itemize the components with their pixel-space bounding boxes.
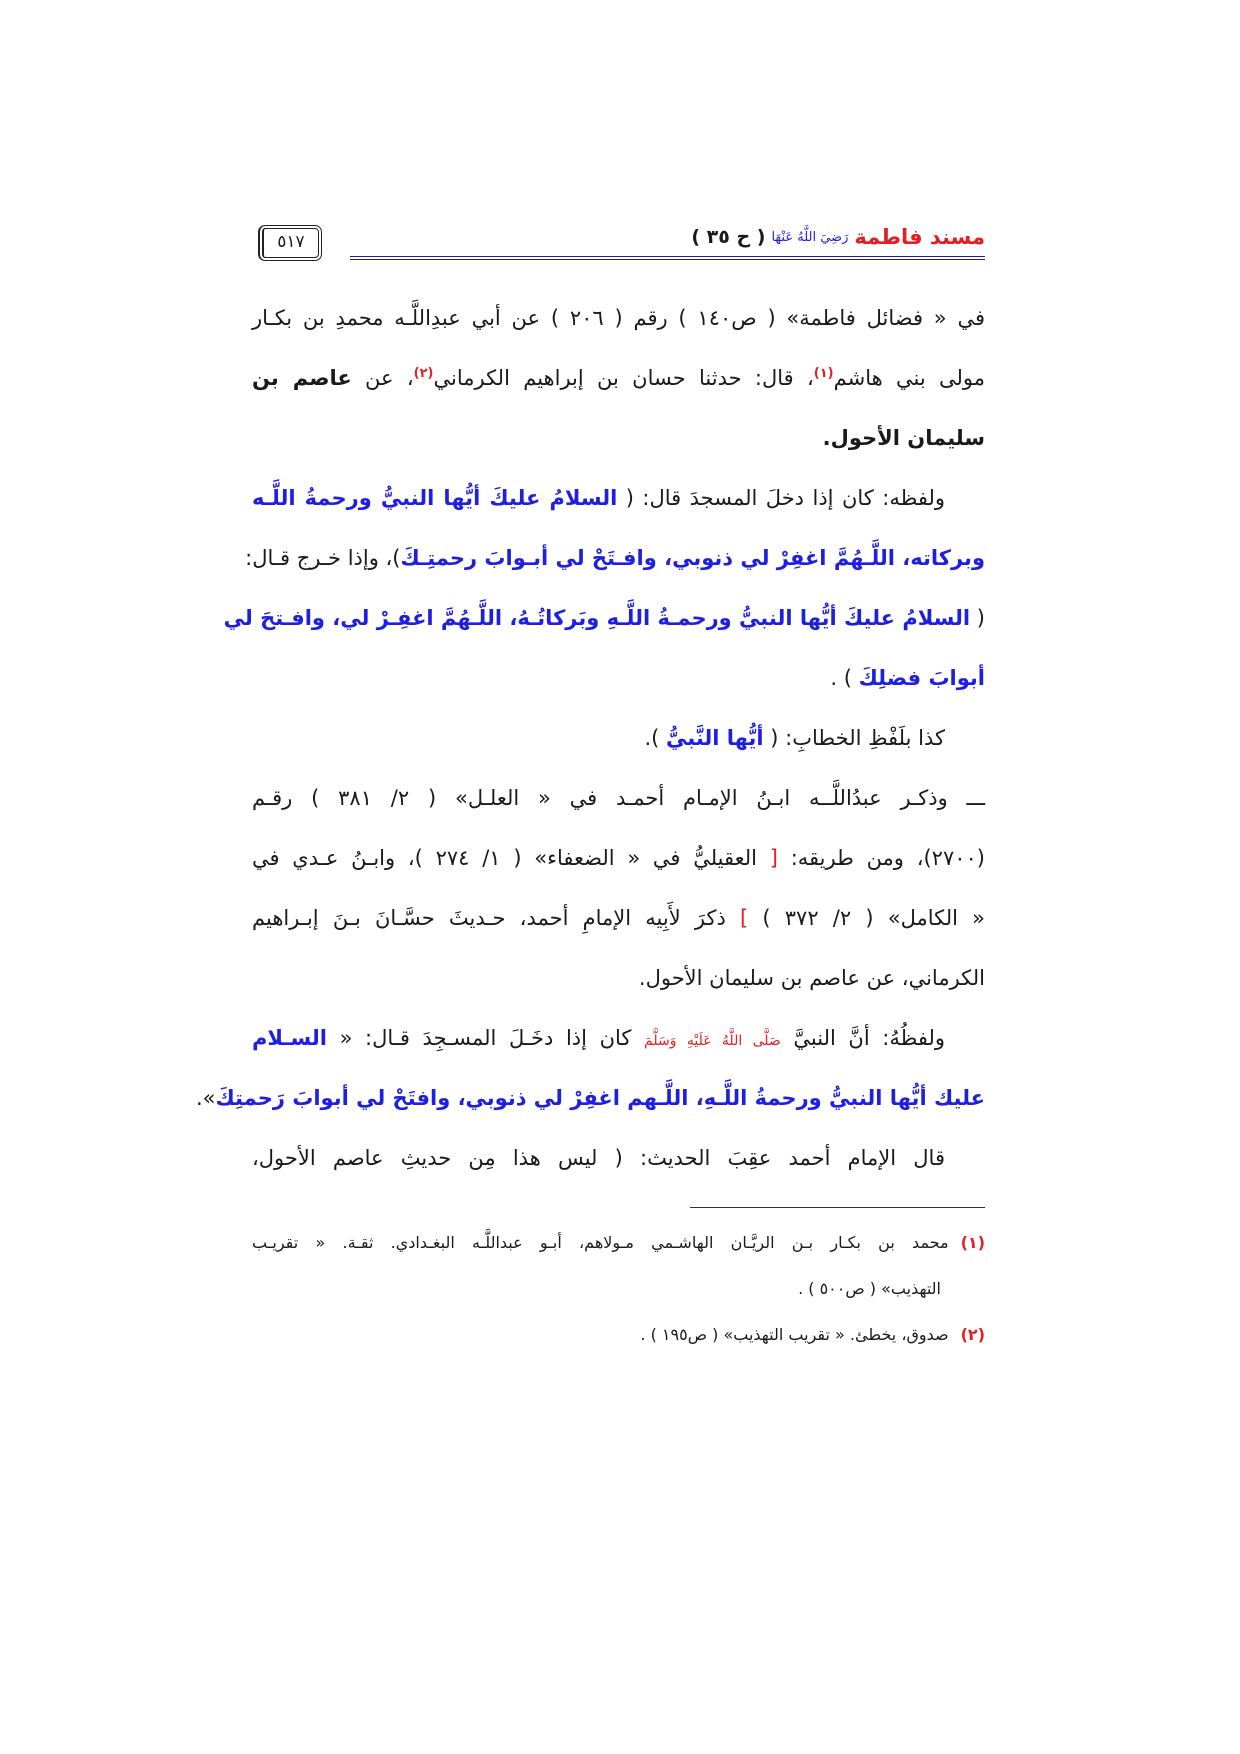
hadith-text: عليك أيُّها النبيُّ ورحمةُ اللَّـهِ، اللَّـهم اغفِرْ لي ذنوبي، وافتَحْ لي أبوابَ رَحمتِكَ <box>215 1086 985 1110</box>
text-line <box>252 348 985 408</box>
text-line <box>252 768 985 828</box>
book-title: مسند فاطمة <box>854 225 985 249</box>
text-run: ، عن <box>351 366 414 390</box>
text-line <box>252 708 985 768</box>
text-run: (٢٧٠٠)، ومن طريقه: <box>777 846 985 870</box>
footnote-line <box>252 1220 985 1266</box>
hadith-text: وبركاته، اللَّـهُمَّ اغفِرْ لي ذنوبي، وافـتَحْ لي أبـوابَ رحمتِـكَ <box>400 546 985 570</box>
text-run: في « فضائل فاطمة» ( ص١٤٠ ) رقم ( ٢٠٦ ) عن أبي عبدِاللَّـه محمدِ بن بكـار <box>252 306 985 330</box>
bracket-mark: ] <box>740 906 749 930</box>
footnote-line <box>252 1312 985 1358</box>
text-line <box>252 408 985 468</box>
text-run: قال الإمام أحمد عقِبَ الحديث: ( ليس هذا مِن حديثِ عاصم الأحول، <box>252 1146 945 1170</box>
footnote-ref-1[interactable]: (١) <box>813 366 834 381</box>
footnote-text: صدوق، يخطئ. « تقريب التهذيب» ( ص١٩٥ ) . <box>640 1325 949 1344</box>
main-text <box>195 288 986 1188</box>
text-line <box>252 648 985 708</box>
running-header <box>350 220 985 260</box>
footnote-number-1: (١) <box>960 1233 985 1252</box>
footnote-text: التهذيب» ( ص٥٠٠ ) . <box>798 1279 941 1298</box>
text-line <box>252 1008 985 1068</box>
bracket-mark: [ <box>769 846 778 870</box>
text-line <box>245 528 985 588</box>
footnote-ref-2[interactable]: (٢) <box>413 366 434 381</box>
hadith-text: أيُّها النَّبيُّ <box>666 726 764 750</box>
text-line <box>252 288 985 348</box>
text-run: )، وإذا خـرج قـال: <box>245 546 401 570</box>
text-run: ) . <box>830 666 859 690</box>
text-run: كذا بلَفْظِ الخطابِ: ( <box>763 726 945 750</box>
footnote-line <box>252 1266 985 1312</box>
honorific-phrase: رَضِيَ اللَّهُ عَنْهَا <box>771 229 849 245</box>
hadith-text: السلامُ عليكَ أيُّها النبيُّ ورحمـةُ اللَّـهِ وبَركاتُـهُ، اللَّـهُمَّ اغفِـرْ لي، وافـتحَ لي <box>223 606 971 630</box>
text-line <box>252 468 985 528</box>
footnote-divider <box>690 1207 985 1208</box>
text-line <box>252 948 985 1008</box>
text-line <box>223 588 985 648</box>
text-line <box>252 1128 985 1188</box>
text-run: ، قال: حدثنا حسان بن إبراهيم الكرماني <box>433 366 814 390</box>
text-run: العقيليُّ في « الضعفاء» ( ١/ ٢٧٤ )، وابـنُ عـدي في <box>252 846 770 870</box>
text-line <box>195 1068 985 1128</box>
text-run: ( <box>970 606 985 630</box>
salutation-phrase: صَلَّى اللَّهُ عَلَيْهِ وَسَلَّمَ <box>644 1033 781 1049</box>
narrator-name: عاصم بن <box>252 366 352 390</box>
text-run: كان إذا دخَـلَ المسـجِدَ قـال: « <box>326 1026 645 1050</box>
text-run: ولفظُهُ: أنَّ النبيَّ <box>780 1026 945 1050</box>
text-run: « الكامل» ( ٢/ ٣٧٢ ) <box>748 906 986 930</box>
text-line <box>252 828 985 888</box>
hadith-text: السـلام <box>252 1026 327 1050</box>
text-run: الكرماني، عن عاصم بن سليمان الأحول. <box>638 966 985 990</box>
hadith-text: أبوابَ فضلِكَ <box>858 666 985 690</box>
page-number: ٥١٧ <box>258 225 322 261</box>
hadith-number: ( ح ٣٥ ) <box>691 226 766 248</box>
text-run: ). <box>644 726 666 750</box>
text-run: مولى بني هاشم <box>833 366 985 390</box>
text-run: ـــ وذكـر عبدُاللَّــه ابـنُ الإمـام أحمـد في « العلـل» ( ٢/ ٣٨١ ) رقـم <box>252 786 985 810</box>
text-run: ». <box>195 1086 216 1110</box>
text-run: ذكرَ لأَبِيه الإمامِ أحمد، حـديثَ حسَّـانَ بـنَ إبـراهيم <box>252 906 740 930</box>
hadith-text: السلامُ عليكَ أيُّها النبيُّ ورحمةُ اللَّـه <box>252 486 618 510</box>
text-run: ولفظه: كان إذا دخلَ المسجدَ قال: ( <box>617 486 945 510</box>
footnote-text: محمد بن بكـار بـن الريَّـان الهاشـمي مـولاهم، أبـو عبداللَّـه البغـدادي. ثقـة. « تقريـب <box>252 1233 949 1252</box>
footnotes <box>252 1220 985 1358</box>
footnote-number-2: (٢) <box>960 1325 985 1344</box>
narrator-name: سليمان الأحول. <box>822 426 985 450</box>
text-line <box>252 888 985 948</box>
